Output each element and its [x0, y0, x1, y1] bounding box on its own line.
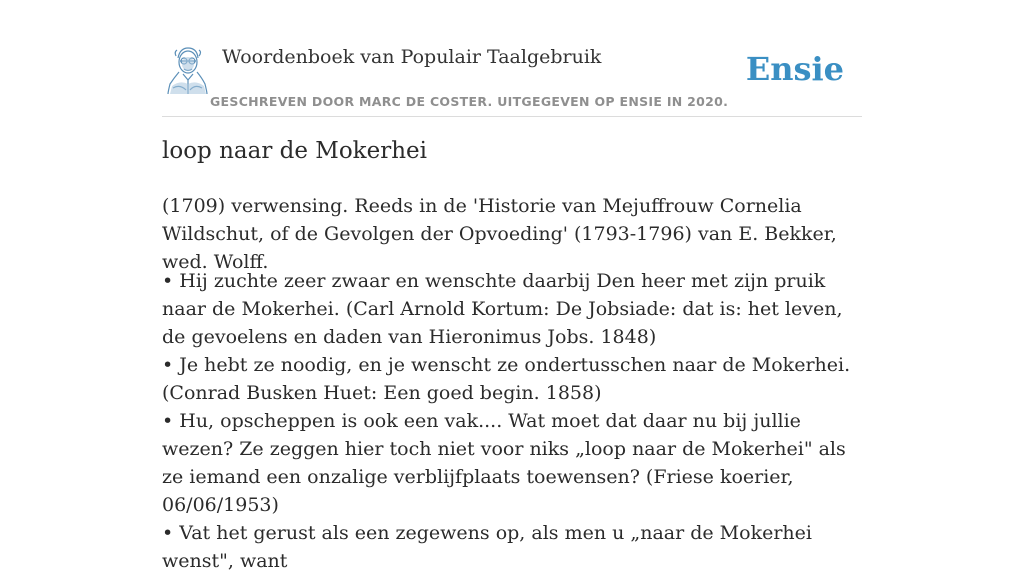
citation-list	[162, 267, 862, 575]
author-portrait-icon	[164, 44, 210, 96]
entry-title: loop naar de Mokerhei	[162, 138, 427, 164]
citation-item: • Vat het gerust als een zegewens op, als men u „naar de Mokerhei wenst", want	[162, 522, 812, 572]
site-header	[162, 0, 862, 117]
citation-item: • Hu, opscheppen is ook een vak.... Wat moet dat daar nu bij jullie wezen? Ze zeggen hier toch niet voor niks „loop naar de Mokerhei" als ze iemand een onzalige verblijfplaats toewensen? (Friese koerier, 06/06/1953)	[162, 410, 846, 516]
citation-item: • Hij zuchte zeer zwaar en wenschte daarbij Den heer met zijn pruik naar de Mokerhei. (Carl Arnold Kortum: De Jobsiade: dat is: het leven, de gevoelens en daden van Hieronimus Jobs. 1848)	[162, 270, 843, 348]
page	[162, 0, 862, 572]
site-title[interactable]: Woordenboek van Populair Taalgebruik	[222, 46, 602, 68]
citation-item: • Je hebt ze noodig, en je wenscht ze ondertusschen naar de Mokerhei. (Conrad Busken Huet: Een goed begin. 1858)	[162, 354, 851, 404]
ensie-logo-link[interactable]: Ensie	[745, 50, 844, 88]
author-publisher-line: GESCHREVEN DOOR MARC DE COSTER. UITGEGEVEN OP ENSIE IN 2020.	[210, 94, 729, 109]
entry-definition: (1709) verwensing. Reeds in de 'Historie van Mejuffrouw Cornelia Wildschut, of de Gevolgen der Opvoeding' (1793-1796) van E. Bekker, wed. Wolff.	[162, 195, 837, 273]
